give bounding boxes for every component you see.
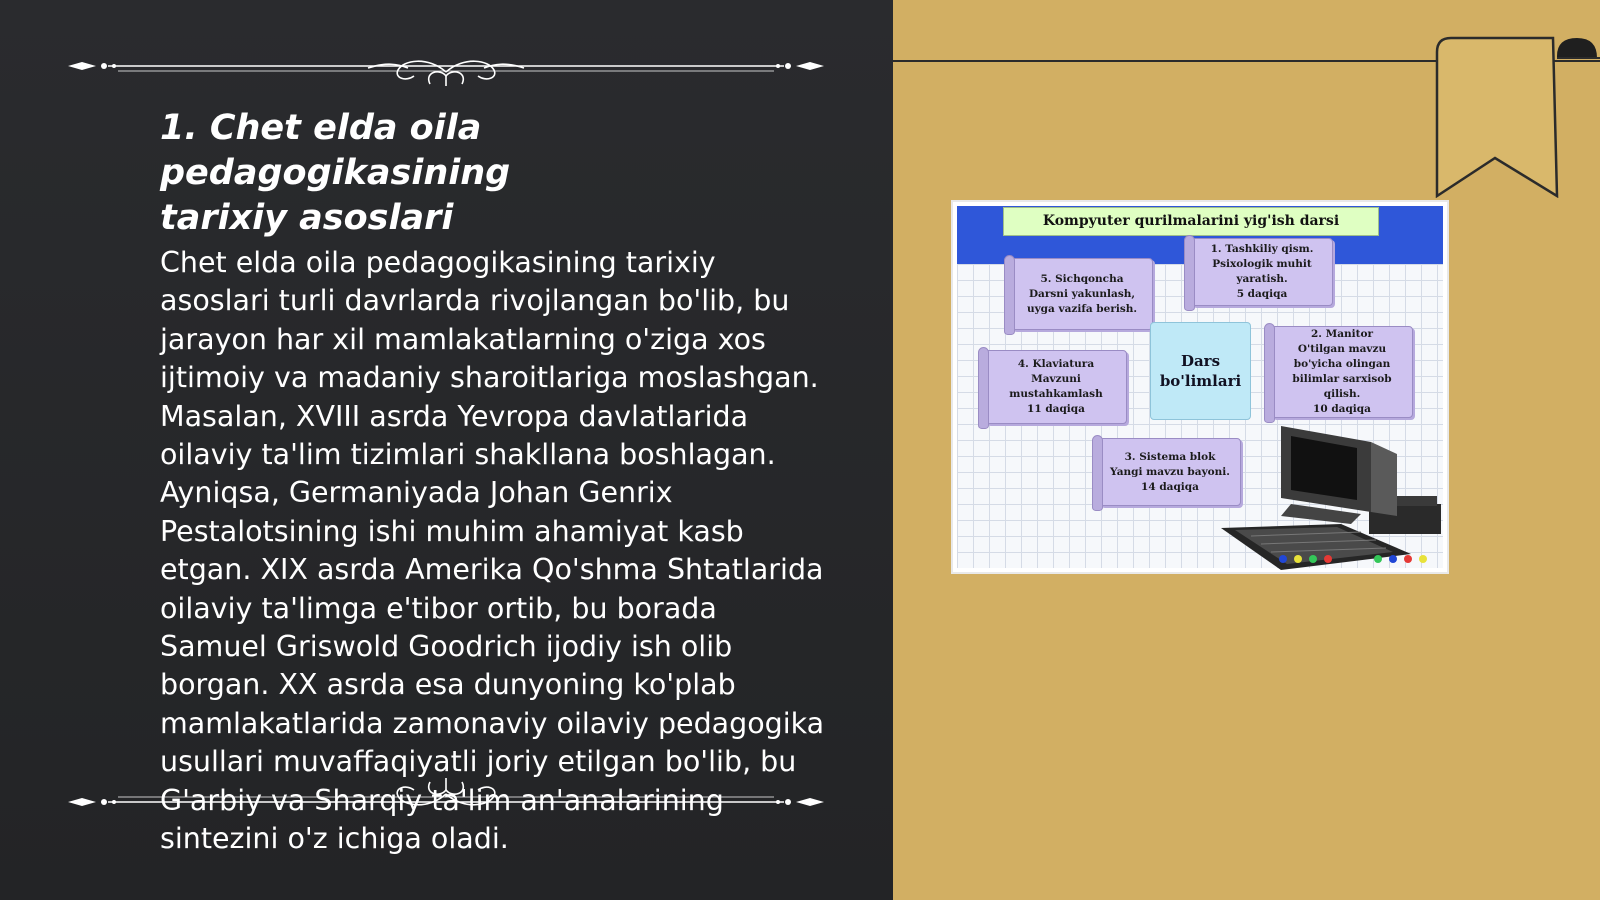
computer-illustration-icon xyxy=(1221,424,1443,570)
step-5-line-2: Darsni yakunlash, xyxy=(1028,287,1136,300)
step-5-line-3: uyga vazifa berish. xyxy=(1026,302,1138,315)
lesson-diagram-image xyxy=(951,200,1449,574)
step-4-line-2: Mavzuni xyxy=(1031,373,1081,385)
top-flourish-icon xyxy=(68,46,824,86)
step-3-line-1: 3. Sistema blok xyxy=(1124,450,1216,463)
step-1-line-2: Psixologik muhit xyxy=(1212,258,1312,270)
bottom-flourish-icon xyxy=(68,778,824,818)
title-line-1: 1. Chet elda oila pedagogikasining xyxy=(160,108,511,193)
step-2-line-2: O'tilgan mavzu xyxy=(1297,343,1387,355)
step-4-scroll xyxy=(985,350,1127,424)
step-2-line-4: bilimlar sarxisob xyxy=(1292,373,1392,385)
step-3-scroll xyxy=(1099,438,1241,506)
step-2-line-1: 2. Manitor xyxy=(1310,328,1374,340)
picture-title: Kompyuter qurilmalarini yig'ish darsi xyxy=(1003,207,1379,236)
step-3-line-3: 14 daqiqa xyxy=(1141,480,1199,493)
bookmark-ribbon-icon xyxy=(1433,36,1600,198)
step-4-line-4: 11 daqiqa xyxy=(1027,403,1085,415)
colored-dots-decoration xyxy=(1278,554,1428,564)
step-2-line-5: qilish. xyxy=(1323,388,1361,400)
step-4-line-1: 4. Klaviatura xyxy=(1017,358,1095,370)
step-2-line-3: bo'yicha olingan xyxy=(1293,358,1391,370)
step-1-line-4: 5 daqiqa xyxy=(1236,288,1288,300)
step-1-scroll xyxy=(1191,238,1333,306)
center-line-2: bo'limlari xyxy=(1159,372,1242,390)
step-5-scroll xyxy=(1011,258,1153,330)
step-3-line-2: Yangi mavzu bayoni. xyxy=(1110,465,1230,478)
title-line-2: tarixiy asoslari xyxy=(160,198,454,238)
step-4-line-3: mustahkamlash xyxy=(1009,388,1103,400)
step-5-line-1: 5. Sichqoncha xyxy=(1040,272,1124,285)
lesson-parts-center-box xyxy=(1150,322,1251,420)
step-2-scroll xyxy=(1271,326,1413,418)
slide-title xyxy=(160,106,840,241)
body-paragraph: Chet elda oila pedagogikasining tarixiy asoslari turli davrlarda rivojlangan bo'lib, bu jarayon har xil mamlakatlarning o'ziga xos ijtimoiy va madaniy sharoitlariga moslashgan. Masalan, XVIII asrda Yevropa davlatlarida oilaviy ta'lim tizimlari shakllana boshlagan. Ayniqsa, Germaniyada Johan Genrix Pestalotsining ishi muhim ahamiyat kasb etgan. XIX asrda Amerika Qo'shma Shtatlarida oilaviy ta'limga e'tibor ortib, bu borada Samuel Griswold Goodrich ijodiy ish olib borgan. XX asrda esa dunyoning ko'plab mamlakatlarida zamonaviy oilaviy pedagogika usullari muvaffaqiyatli joriy etilgan bo'lib, bu G'arbiy va Sharqiy ta'lim an'analarining sintezini o'z ichiga oladi. xyxy=(160,246,825,856)
step-1-line-3: yaratish. xyxy=(1236,273,1288,285)
step-1-line-1: 1. Tashkiliy qism. xyxy=(1210,243,1314,255)
step-2-line-6: 10 daqiqa xyxy=(1313,403,1371,415)
center-line-1: Dars xyxy=(1180,352,1221,370)
